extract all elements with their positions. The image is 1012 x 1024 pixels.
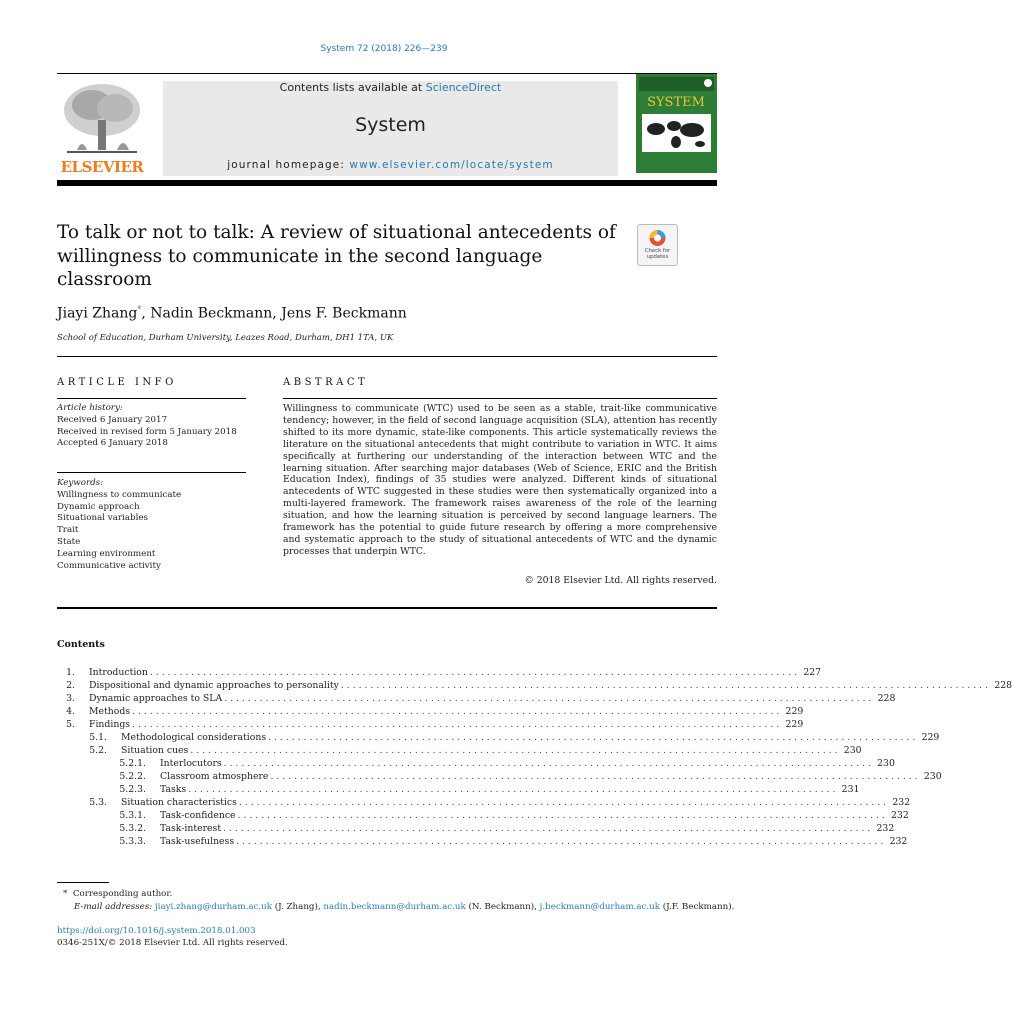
author-name: Jiayi Zhang xyxy=(57,305,138,322)
abstract-heading: ABSTRACT xyxy=(283,377,369,388)
sciencedirect-link[interactable]: ScienceDirect xyxy=(425,81,502,94)
article-info-rule xyxy=(57,398,246,399)
toc-label[interactable]: Interlocutors xyxy=(160,758,222,769)
corresponding-author-mark[interactable]: * xyxy=(137,305,142,314)
email-owner: (J.F. Beckmann). xyxy=(660,901,735,912)
toc-number: 5.2.1. xyxy=(119,758,146,769)
toc-entry[interactable] xyxy=(57,718,804,731)
toc-entry[interactable] xyxy=(57,744,862,757)
toc-label[interactable]: Classroom atmosphere xyxy=(160,771,269,782)
toc-number: 5.3.2. xyxy=(119,823,146,834)
toc-label[interactable]: Dispositional and dynamic approaches to personality xyxy=(89,680,339,691)
contents-heading: Contents xyxy=(57,639,105,650)
toc-leader-dots: . . . . . . . . . . . . . . . . . . . . . . . . . . . . . . . . . . . . . . . . . . . . . . . . . . . . . . . . . . . . . . . . . . . . . . . . . . . . . . . . . . . . . . . . . . . . . . . . . . . . . . . . . . . . . . xyxy=(223,758,871,769)
toc-entry[interactable] xyxy=(57,822,895,835)
homepage-prefix: journal homepage: xyxy=(227,159,350,171)
issn-copyright: 0346-251X/© 2018 Elsevier Ltd. All rights reserved. xyxy=(57,937,288,948)
toc-number: 5.3.3. xyxy=(119,836,146,847)
homepage-link[interactable]: www.elsevier.com/locate/system xyxy=(349,159,554,171)
toc-number: 5.3. xyxy=(89,797,107,808)
keyword: Learning environment xyxy=(57,548,156,559)
toc-entry[interactable] xyxy=(57,809,909,822)
cover-title: SYSTEM xyxy=(647,95,705,110)
toc-page-number[interactable]: 230 xyxy=(923,771,942,782)
footnote-rule xyxy=(57,882,109,883)
email-line xyxy=(74,901,734,914)
title-rule xyxy=(57,356,717,357)
header-rule xyxy=(57,73,717,74)
email-link[interactable]: j.beckmann@durham.ac.uk xyxy=(539,901,661,912)
article-history xyxy=(57,403,237,450)
email-owner: (N. Beckmann), xyxy=(465,901,540,912)
article-title: To talk or not to talk: A review of situational antecedents of willingness to communicate in the second language classroom xyxy=(57,222,616,290)
affiliation: School of Education, Durham University, Leazes Road, Durham, DH1 1TA, UK xyxy=(57,333,394,343)
abstract-copyright: © 2018 Elsevier Ltd. All rights reserved. xyxy=(524,575,717,586)
email-label: E-mail addresses: xyxy=(74,901,153,912)
toc-label[interactable]: Methods xyxy=(89,706,131,717)
toc-entry[interactable] xyxy=(57,796,911,809)
journal-homepage-line xyxy=(163,159,618,171)
keyword: Dynamic approach xyxy=(57,501,140,512)
toc-number: 5.2. xyxy=(89,745,107,756)
elsevier-wordmark: ELSEVIER xyxy=(60,158,144,176)
keyword: Willingness to communicate xyxy=(57,489,182,500)
toc-label[interactable]: Tasks xyxy=(160,784,187,795)
abstract-body: Willingness to communicate (WTC) used to be seen as a stable, trait-like communicative tendency; however, in the field of second language acquisition (SLA), attention has recently shifted to its more dynamic, state-like components. This article systematically reviews the literature on the situational antecedents that might contribute to variation in WTC. It aims specifically at furthering our understanding of the interaction between WTC and the learning situation. After searching major databases (Web of Science, ERIC and the British Education Index), findings of 35 studies were analyzed. Different kinds of situational antecedents of WTC suggested in these studies were then systematically organized into a multi-layered framework. The framework raises awareness of the role of the learning situation, and how the learning situation is perceived by second language learners. The framework has the potential to guide future research by offering a more comprehensive and systematic approach to the study of situational antecedents of WTC and the dynamic processes that underpin WTC. xyxy=(283,403,717,557)
toc-page-number[interactable]: 229 xyxy=(921,732,940,743)
toc-page-number[interactable]: 228 xyxy=(877,693,896,704)
keywords-label: Keywords: xyxy=(57,478,104,488)
toc-label[interactable]: Situation characteristics xyxy=(121,797,237,808)
toc-leader-dots: . . . . . . . . . . . . . . . . . . . . . . . . . . . . . . . . . . . . . . . . . . . . . . . . . . . . . . . . . . . . . . . . . . . . . . . . . . . . . . . . . . . . . . . . . . . . . . . . . . . . . . . . . . . . . . xyxy=(238,797,887,808)
toc-number: 4. xyxy=(66,706,75,717)
abstract-bottom-rule xyxy=(57,607,717,609)
toc-leader-dots: . . . . . . . . . . . . . . . . . . . . . . . . . . . . . . . . . . . . . . . . . . . . . . . . . . . . . . . . . . . . . . . . . . . . . . . . . . . . . . . . . . . . . . . . . . . . . . . . . . . . . . . . . . . . . . xyxy=(270,771,918,782)
toc-page-number[interactable]: 230 xyxy=(877,758,895,769)
keywords-rule xyxy=(57,472,246,473)
toc-number: 5.2.2. xyxy=(119,771,146,782)
author-list xyxy=(57,305,407,322)
toc-leader-dots: . . . . . . . . . . . . . . . . . . . . . . . . . . . . . . . . . . . . . . . . . . . . . . . . . . . . . . . . . . . . . . . . . . . . . . . . . . . . . . . . . . . . . . . . . . . . . . . . . . . . . . . . . . . . . . xyxy=(223,823,871,834)
toc-entry[interactable] xyxy=(57,705,804,718)
toc-label[interactable]: Situation cues xyxy=(121,745,189,756)
toc-entry[interactable] xyxy=(57,835,908,848)
toc-page-number[interactable]: 232 xyxy=(891,810,909,821)
author-names-rest: , Nadin Beckmann, Jens F. Beckmann xyxy=(141,305,407,322)
contents-prefix: Contents lists available at xyxy=(279,81,426,94)
toc-leader-dots: . . . . . . . . . . . . . . . . . . . . . . . . . . . . . . . . . . . . . . . . . . . . . . . . . . . . . . . . . . . . . . . . . . . . . . . . . . . . . . . . . . . . . . . . . . . . . . . . . . . . . . . . . . . . . . xyxy=(188,784,836,795)
header-thick-rule xyxy=(57,180,717,186)
toc-label[interactable]: Task-usefulness xyxy=(160,836,235,847)
history-label: Article history: xyxy=(57,403,123,413)
history-item: Accepted 6 January 2018 xyxy=(57,438,168,449)
keyword: Situational variables xyxy=(57,513,148,524)
toc-leader-dots: . . . . . . . . . . . . . . . . . . . . . . . . . . . . . . . . . . . . . . . . . . . . . . . . . . . . . . . . . . . . . . . . . . . . . . . . . . . . . . . . . . . . . . . . . . . . . . . . . . . . . . . . . . . . . . xyxy=(149,667,798,678)
toc-leader-dots: . . . . . . . . . . . . . . . . . . . . . . . . . . . . . . . . . . . . . . . . . . . . . . . . . . . . . . . . . . . . . . . . . . . . . . . . . . . . . . . . . . . . . . . . . . . . . . . . . . . . . . . . . . . . . . xyxy=(340,680,989,691)
toc-number: 5.1. xyxy=(89,732,107,743)
keywords-list xyxy=(57,478,181,572)
toc-number: 2. xyxy=(66,680,75,691)
toc-entry[interactable] xyxy=(57,783,860,796)
corresponding-author-label: Corresponding author. xyxy=(72,889,173,899)
corresponding-note xyxy=(63,888,734,901)
toc-page-number[interactable]: 232 xyxy=(889,836,908,847)
toc-page-number[interactable]: 230 xyxy=(843,745,862,756)
journal-name: System xyxy=(355,114,426,136)
toc-leader-dots: . . . . . . . . . . . . . . . . . . . . . . . . . . . . . . . . . . . . . . . . . . . . . . . . . . . . . . . . . . . . . . . . . . . . . . . . . . . . . . . . . . . . . . . . . . . . . . . . . . . . . . . . . . . . . . xyxy=(132,719,780,730)
journal-cover-image[interactable] xyxy=(636,74,717,173)
doi-link[interactable]: https://doi.org/10.1016/j.system.2018.01.003 xyxy=(57,926,256,936)
toc-number: 3. xyxy=(66,693,75,704)
toc-page-number[interactable]: 229 xyxy=(785,706,804,717)
toc-entry[interactable] xyxy=(57,757,895,770)
toc-number: 5. xyxy=(66,719,75,730)
toc-page-number[interactable]: 229 xyxy=(785,719,804,730)
toc-label[interactable]: Task-interest xyxy=(160,823,222,834)
keyword: State xyxy=(57,536,81,547)
toc-entry[interactable] xyxy=(57,679,1012,692)
toc-leader-dots: . . . . . . . . . . . . . . . . . . . . . . . . . . . . . . . . . . . . . . . . . . . . . . . . . . . . . . . . . . . . . . . . . . . . . . . . . . . . . . . . . . . . . . . . . . . . . . . . . . . . . . . . . . . . . . xyxy=(237,810,885,821)
abstract-rule xyxy=(283,398,717,399)
keyword: Communicative activity xyxy=(57,560,161,571)
toc-page-number[interactable]: 232 xyxy=(892,797,911,808)
email-link[interactable]: nadin.beckmann@durham.ac.uk xyxy=(323,901,466,912)
check-for-updates-badge[interactable] xyxy=(637,224,678,266)
history-item: Received in revised form 5 January 2018 xyxy=(57,426,237,437)
history-item: Received 6 January 2017 xyxy=(57,414,168,425)
journal-reference-link[interactable]: System 72 (2018) 226—239 xyxy=(320,44,448,54)
table-of-contents xyxy=(57,666,1012,848)
toc-number: 5.3.1. xyxy=(119,810,146,821)
email-owner: (J. Zhang), xyxy=(272,901,324,912)
email-link[interactable]: jiayi.zhang@durham.ac.uk xyxy=(154,901,273,912)
toc-number: 1. xyxy=(66,667,75,678)
toc-page-number[interactable]: 227 xyxy=(803,667,822,678)
article-info-heading: ARTICLE INFO xyxy=(57,377,177,388)
footnote-mark: * xyxy=(63,889,68,899)
toc-leader-dots: . . . . . . . . . . . . . . . . . . . . . . . . . . . . . . . . . . . . . . . . . . . . . . . . . . . . . . . . . . . . . . . . . . . . . . . . . . . . . . . . . . . . . . . . . . . . . . . . . . . . . . . . . . . . . . xyxy=(224,693,872,704)
toc-number: 5.2.3. xyxy=(119,784,146,795)
toc-leader-dots: . . . . . . . . . . . . . . . . . . . . . . . . . . . . . . . . . . . . . . . . . . . . . . . . . . . . . . . . . . . . . . . . . . . . . . . . . . . . . . . . . . . . . . . . . . . . . . . . . . . . . . . . . . . . . . xyxy=(190,745,838,756)
toc-entry[interactable] xyxy=(57,731,940,744)
toc-leader-dots: . . . . . . . . . . . . . . . . . . . . . . . . . . . . . . . . . . . . . . . . . . . . . . . . . . . . . . . . . . . . . . . . . . . . . . . . . . . . . . . . . . . . . . . . . . . . . . . . . . . . . . . . . . . . . . xyxy=(268,732,916,743)
crossmark-label: Check for updates xyxy=(644,248,671,260)
toc-entry[interactable] xyxy=(57,770,942,783)
toc-entry[interactable] xyxy=(57,666,822,679)
toc-label[interactable]: Introduction xyxy=(89,667,148,678)
toc-label[interactable]: Task-confidence xyxy=(160,810,236,821)
contents-available-line xyxy=(163,81,618,94)
keyword: Trait xyxy=(57,525,79,536)
toc-page-number[interactable]: 228 xyxy=(994,680,1012,691)
toc-entry[interactable] xyxy=(57,692,896,705)
doi-block xyxy=(57,926,288,949)
toc-page-number[interactable]: 232 xyxy=(876,823,895,834)
toc-label[interactable]: Dynamic approaches to SLA xyxy=(89,693,223,704)
toc-page-number[interactable]: 231 xyxy=(841,784,860,795)
footnote xyxy=(63,888,734,913)
toc-leader-dots: . . . . . . . . . . . . . . . . . . . . . . . . . . . . . . . . . . . . . . . . . . . . . . . . . . . . . . . . . . . . . . . . . . . . . . . . . . . . . . . . . . . . . . . . . . . . . . . . . . . . . . . . . . . . . . xyxy=(132,706,780,717)
toc-label[interactable]: Findings xyxy=(89,719,131,730)
toc-label[interactable]: Methodological considerations xyxy=(121,732,267,743)
toc-leader-dots: . . . . . . . . . . . . . . . . . . . . . . . . . . . . . . . . . . . . . . . . . . . . . . . . . . . . . . . . . . . . . . . . . . . . . . . . . . . . . . . . . . . . . . . . . . . . . . . . . . . . . . . . . . . . . . xyxy=(236,836,884,847)
